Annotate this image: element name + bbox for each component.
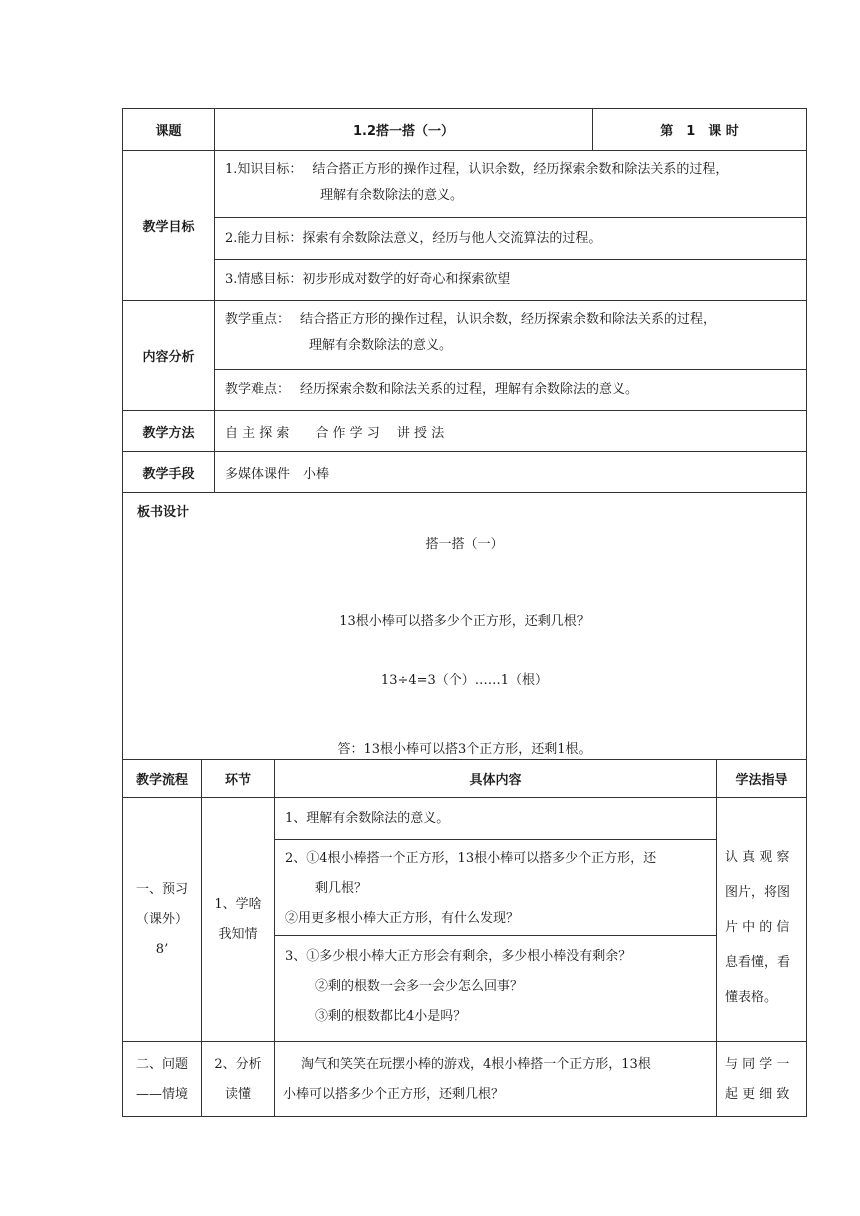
difficult-point-text: 经历探索余数和除法关系的过程，理解有余数除法的意义。 xyxy=(300,382,639,397)
stage1-item3-line-a: 3、①多少根小棒大正方形会有剩余，多少根小棒没有剩余？ xyxy=(285,949,632,964)
board-design-row xyxy=(123,493,806,760)
stage2-step xyxy=(202,1042,275,1116)
objectives-label: 教学目标 xyxy=(123,151,215,300)
objective-knowledge xyxy=(215,151,806,218)
method-value: 自 主 探 索 合 作 学 习 讲 授 法 xyxy=(225,425,445,441)
stage1-item2-line-a: 2、①4根小棒搭一个正方形，13根小棒可以搭多少个正方形，还 xyxy=(285,851,657,866)
analysis-content xyxy=(215,301,806,410)
stage2-guide-line: 与 同 学 一 xyxy=(725,1057,790,1072)
stage1-guide-line: 懂表格。 xyxy=(725,990,778,1005)
board-answer: 答：13根小棒可以搭3个正方形，还剩1根。 xyxy=(337,742,592,757)
period-label: 第 1 课 时 xyxy=(660,124,739,139)
board-title: 搭一搭（一） xyxy=(425,537,504,552)
stage1-guide-line: 片 中 的 信 xyxy=(725,920,790,935)
topic-value: 1.2搭一搭（一） xyxy=(215,109,593,150)
analysis-row xyxy=(123,301,806,411)
stage2-guide xyxy=(717,1042,806,1116)
means-label: 教学手段 xyxy=(123,452,215,492)
stage2-content xyxy=(275,1042,717,1116)
objective-knowledge-text2: 理解有余数除法的意义。 xyxy=(320,188,464,203)
stage1-item2-line-c: ②用更多根小棒大正方形，有什么发现？ xyxy=(285,911,520,926)
stage1-step xyxy=(202,798,275,1041)
stage1-item1: 1、理解有余数除法的意义。 xyxy=(275,798,716,840)
flow-header-content: 具体内容 xyxy=(275,760,717,797)
objective-ability: 2.能力目标：探索有余数除法意义，经历与他人交流算法的过程。 xyxy=(215,218,806,260)
stage2-step-line: 读懂 xyxy=(224,1087,251,1102)
stage1-name xyxy=(123,798,202,1041)
board-equation: 13÷4=3（个）……1（根） xyxy=(380,673,549,688)
analysis-label: 内容分析 xyxy=(123,301,215,410)
difficult-point-prefix: 教学难点： xyxy=(225,382,291,397)
stage2-guide-line: 起 更 细 致 xyxy=(725,1087,790,1102)
objectives-row xyxy=(123,151,806,301)
flow-header-guide: 学法指导 xyxy=(735,773,788,788)
method-label: 教学方法 xyxy=(123,411,215,451)
objectives-content xyxy=(215,151,806,300)
stage2-content-line-b: 小棒可以搭多少个正方形，还剩几根？ xyxy=(283,1087,505,1102)
flow-header-stage: 教学流程 xyxy=(123,760,202,797)
stage1-content xyxy=(275,798,717,1041)
key-point-text2: 理解有余数除法的意义。 xyxy=(309,338,453,353)
stage1-item3-line-c: ③剩的根数都比4小是吗？ xyxy=(315,1009,467,1024)
stage1-guide-line: 图片，将图 xyxy=(725,885,791,900)
board-question: 13根小棒可以搭多少个正方形，还剩几根？ xyxy=(339,614,590,629)
flow-stage1-row xyxy=(123,798,806,1042)
stage2-name-line: 二、问题 xyxy=(135,1057,188,1072)
stage1-name-line: （课外） xyxy=(135,911,188,927)
stage2-name-line: ——情境 xyxy=(135,1087,188,1102)
key-point-text1: 结合搭正方形的操作过程，认识余数，经历探索余数和除法关系的过程， xyxy=(300,312,717,327)
stage1-item2-line-b: 剩几根？ xyxy=(315,881,368,896)
objective-knowledge-prefix: 1.知识目标： xyxy=(225,162,303,177)
key-point xyxy=(215,301,806,370)
key-point-prefix: 教学重点： xyxy=(225,312,291,327)
objective-emotion: 3.情感目标：初步形成对数学的好奇心和探索欲望 xyxy=(225,272,511,287)
stage1-step-line: 我知情 xyxy=(218,926,258,942)
flow-stage2-row xyxy=(123,1042,806,1116)
stage1-item3 xyxy=(275,936,716,1041)
stage1-step-line: 1、学啥 xyxy=(214,896,262,912)
header-row xyxy=(123,109,806,151)
stage1-name-line: 8’ xyxy=(155,941,169,957)
stage1-item3-line-b: ②剩的根数一会多一会少怎么回事？ xyxy=(315,979,524,994)
method-row xyxy=(123,411,806,452)
stage1-name-line: 一、预习 xyxy=(135,881,188,897)
objective-knowledge-text1: 结合搭正方形的操作过程，认识余数，经历探索余数和除法关系的过程， xyxy=(312,162,729,177)
means-row xyxy=(123,452,806,493)
stage1-guide-line: 认 真 观 察 xyxy=(725,850,790,865)
lesson-plan-table xyxy=(122,108,807,1117)
stage1-guide xyxy=(717,798,806,1041)
difficult-point xyxy=(215,370,806,410)
stage2-name xyxy=(123,1042,202,1116)
stage2-step-line: 2、分析 xyxy=(214,1057,262,1072)
topic-label: 课题 xyxy=(123,109,215,150)
flow-header-step: 环节 xyxy=(202,760,275,797)
means-value: 多媒体课件 小棒 xyxy=(225,466,330,482)
flow-header-row xyxy=(123,760,806,798)
stage2-content-line-a: 淘气和笑笑在玩摆小棒的游戏，4根小棒搭一个正方形，13根 xyxy=(301,1057,651,1072)
stage1-guide-line: 息看懂，看 xyxy=(725,955,791,970)
stage1-item2 xyxy=(275,840,716,936)
board-label: 板书设计 xyxy=(137,505,190,520)
